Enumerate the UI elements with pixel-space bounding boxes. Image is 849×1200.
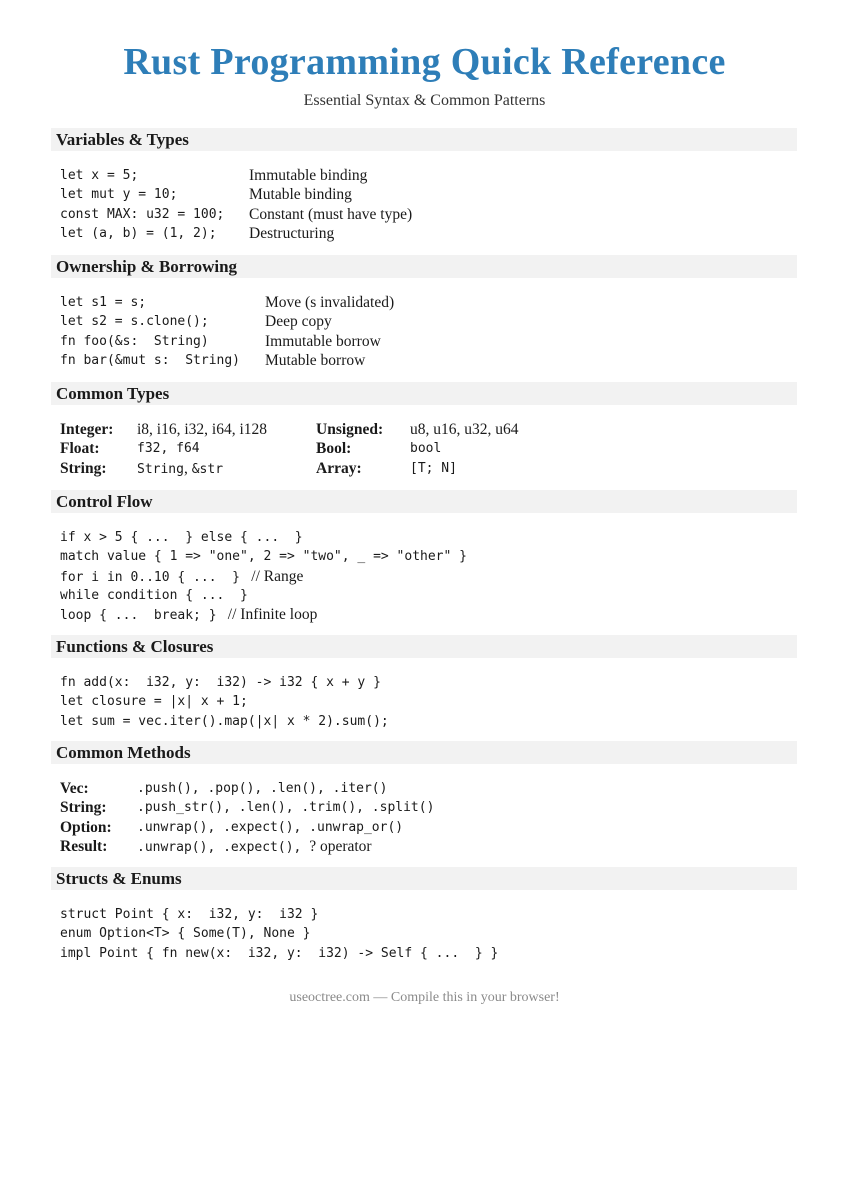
type-value: f32, f64 [137, 441, 200, 457]
method-label: String: [60, 799, 107, 817]
method-list [137, 837, 434, 857]
section-variables [51, 128, 797, 243]
section-heading: Common Types [51, 382, 797, 405]
table-row [60, 312, 394, 331]
section-heading: Functions & Closures [51, 635, 797, 658]
code-snippet: if x > 5 { ... } else { ... } [60, 530, 303, 545]
type-label: Unsigned: [316, 421, 384, 438]
description: Move (s invalidated) [265, 294, 395, 311]
type-value: u8, u16, u32, u64 [410, 421, 519, 438]
table-row [60, 332, 394, 351]
type-label: Bool: [316, 440, 352, 458]
table-row [60, 420, 519, 439]
operator-note: ? operator [309, 837, 372, 855]
section-heading: Ownership & Borrowing [51, 255, 797, 278]
code-line [60, 673, 797, 692]
section-heading: Variables & Types [51, 128, 797, 151]
code-snippet: impl Point { fn new(x: i32, y: i32) -> Self { ... } } [60, 945, 499, 961]
page-title: Rust Programming Quick Reference [123, 41, 726, 83]
section-heading: Control Flow [51, 490, 797, 513]
type-value: bool [410, 441, 442, 457]
type-label: Integer: [60, 421, 114, 438]
type-label: Float: [60, 440, 100, 458]
type-value: i8, i16, i32, i64, i128 [137, 421, 268, 438]
section-structs [51, 867, 797, 963]
code-line [60, 586, 797, 605]
code-snippet: let mut y = 10; [60, 187, 178, 203]
code-snippet: match value { 1 => "one", 2 => "two", _ => "other" } [60, 549, 467, 565]
type-label: String: [60, 460, 107, 478]
code-snippet: struct Point { x: i32, y: i32 } [60, 907, 319, 922]
type-value-str: &str [191, 461, 224, 477]
method-names: .unwrap(), .expect(), [137, 839, 310, 855]
method-list: .unwrap(), .expect(), .unwrap_or() [137, 819, 404, 835]
description: Immutable binding [249, 167, 368, 184]
type-value: [T; N] [410, 461, 457, 477]
code-comment: // Range [251, 567, 304, 585]
section-functions [51, 635, 797, 731]
description: Destructuring [249, 224, 335, 242]
code-snippet: let (a, b) = (1, 2); [60, 225, 217, 241]
ownership-table [60, 293, 394, 370]
code-snippet: fn foo(&s: String) [60, 333, 209, 349]
code-line [60, 712, 797, 731]
code-snippet: loop { ... break; } [60, 608, 217, 624]
section-heading: Common Methods [51, 741, 797, 764]
variables-table [60, 166, 412, 243]
code-line [60, 924, 797, 943]
table-row [60, 818, 434, 837]
method-list: .push_str(), .len(), .trim(), .split() [137, 800, 435, 816]
section-methods [51, 741, 797, 857]
code-snippet: enum Option<T> { Some(T), None } [60, 926, 311, 942]
code-snippet: let x = 5; [60, 168, 139, 183]
type-label: Array: [316, 460, 362, 478]
code-snippet: while condition { ... } [60, 587, 248, 603]
method-label: Option: [60, 818, 112, 836]
table-row [60, 837, 434, 857]
code-snippet: fn add(x: i32, y: i32) -> i32 { x + y } [60, 675, 381, 690]
table-row [60, 185, 412, 204]
table-row [60, 798, 434, 817]
table-row [60, 351, 394, 370]
methods-table [60, 779, 434, 857]
code-snippet: for i in 0..10 { ... } [60, 569, 241, 585]
method-list: .push(), .pop(), .len(), .iter() [137, 781, 388, 796]
code-snippet: let sum = vec.iter().map(|x| x * 2).sum(); [60, 713, 389, 729]
table-row [60, 224, 412, 243]
code-snippet: let s1 = s; [60, 295, 147, 310]
code-snippet: const MAX: u32 = 100; [60, 206, 225, 222]
description: Mutable binding [249, 186, 352, 204]
separator: , [183, 459, 192, 477]
code-snippet: let closure = |x| x + 1; [60, 694, 248, 710]
code-line [60, 944, 797, 963]
code-line [60, 905, 797, 924]
section-control-flow [51, 490, 797, 624]
code-line [60, 567, 797, 586]
code-snippet: let s2 = s.clone(); [60, 314, 209, 330]
method-label: Result: [60, 838, 108, 856]
code-comment: // Infinite loop [227, 606, 318, 624]
table-row [60, 166, 412, 185]
footer-note: useoctree.com — Compile this in your browser! [289, 990, 560, 1005]
method-label: Vec: [60, 780, 89, 797]
table-row [60, 779, 434, 798]
code-line [60, 528, 797, 547]
description: Deep copy [265, 313, 332, 331]
code-line [60, 547, 797, 566]
table-row [60, 293, 394, 312]
section-ownership [51, 255, 797, 370]
code-snippet: fn bar(&mut s: String) [60, 352, 241, 368]
table-row [60, 459, 519, 479]
type-value [137, 459, 316, 479]
section-types [51, 382, 797, 479]
section-heading: Structs & Enums [51, 867, 797, 890]
description: Mutable borrow [265, 351, 366, 369]
type-value-string: String [137, 461, 184, 477]
table-row [60, 205, 412, 224]
description: Constant (must have type) [249, 205, 413, 223]
page-subtitle: Essential Syntax & Common Patterns [303, 92, 546, 109]
description: Immutable borrow [265, 332, 381, 350]
table-row [60, 439, 519, 458]
types-table [60, 420, 519, 479]
code-line [60, 605, 797, 624]
code-line [60, 692, 797, 711]
